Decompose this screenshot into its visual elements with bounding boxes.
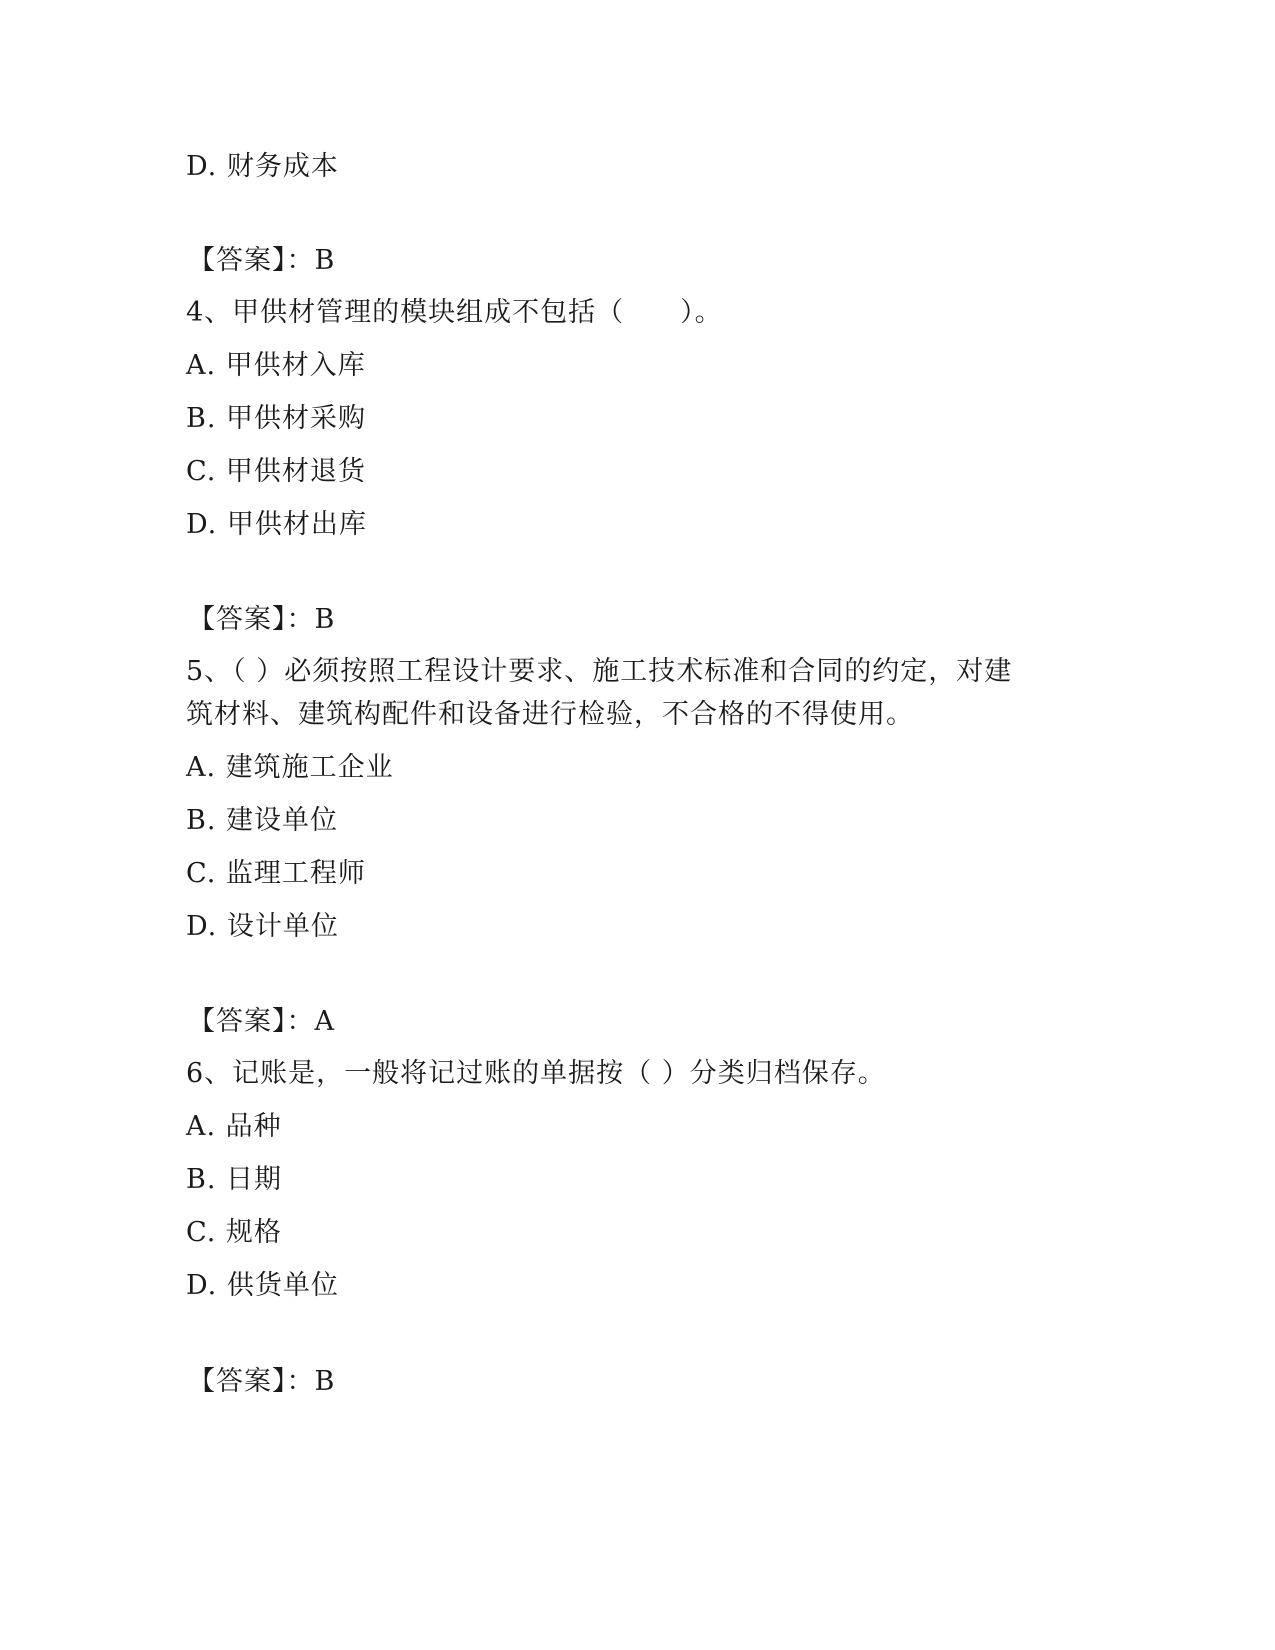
- q4-option-b: B. 甲供材采购: [186, 403, 367, 434]
- q6-option-a: A. 品种: [186, 1111, 282, 1142]
- q5-question-line2: 筑材料、建筑构配件和设备进行检验，不合格的不得使用。: [186, 699, 914, 730]
- q5-option-a: A. 建筑施工企业: [186, 752, 394, 783]
- q5-option-d: D. 设计单位: [186, 911, 339, 942]
- q5-option-c: C. 监理工程师: [186, 858, 366, 889]
- q6-question: 6、记账是，一般将记过账的单据按（ ）分类归档保存。: [186, 1058, 886, 1089]
- q6-option-c: C. 规格: [186, 1217, 282, 1248]
- q3-option-d: D. 财务成本: [186, 151, 339, 182]
- q6-option-b: B. 日期: [186, 1164, 283, 1195]
- q4-option-c: C. 甲供材退货: [186, 456, 366, 487]
- q3-answer: 【答案】：B: [188, 245, 336, 276]
- q5-answer: 【答案】：A: [188, 1006, 335, 1037]
- q5-question-line1: 5、（ ）必须按照工程设计要求、施工技术标准和合同的约定，对建: [186, 656, 1013, 687]
- q6-option-d: D. 供货单位: [186, 1270, 339, 1301]
- q4-answer: 【答案】：B: [188, 604, 336, 635]
- q6-answer: 【答案】：B: [188, 1366, 336, 1397]
- q4-option-d: D. 甲供材出库: [186, 509, 367, 540]
- q5-option-b: B. 建设单位: [186, 805, 339, 836]
- q4-question: 4、甲供材管理的模块组成不包括（ ）。: [186, 297, 723, 328]
- q4-option-a: A. 甲供材入库: [186, 350, 366, 381]
